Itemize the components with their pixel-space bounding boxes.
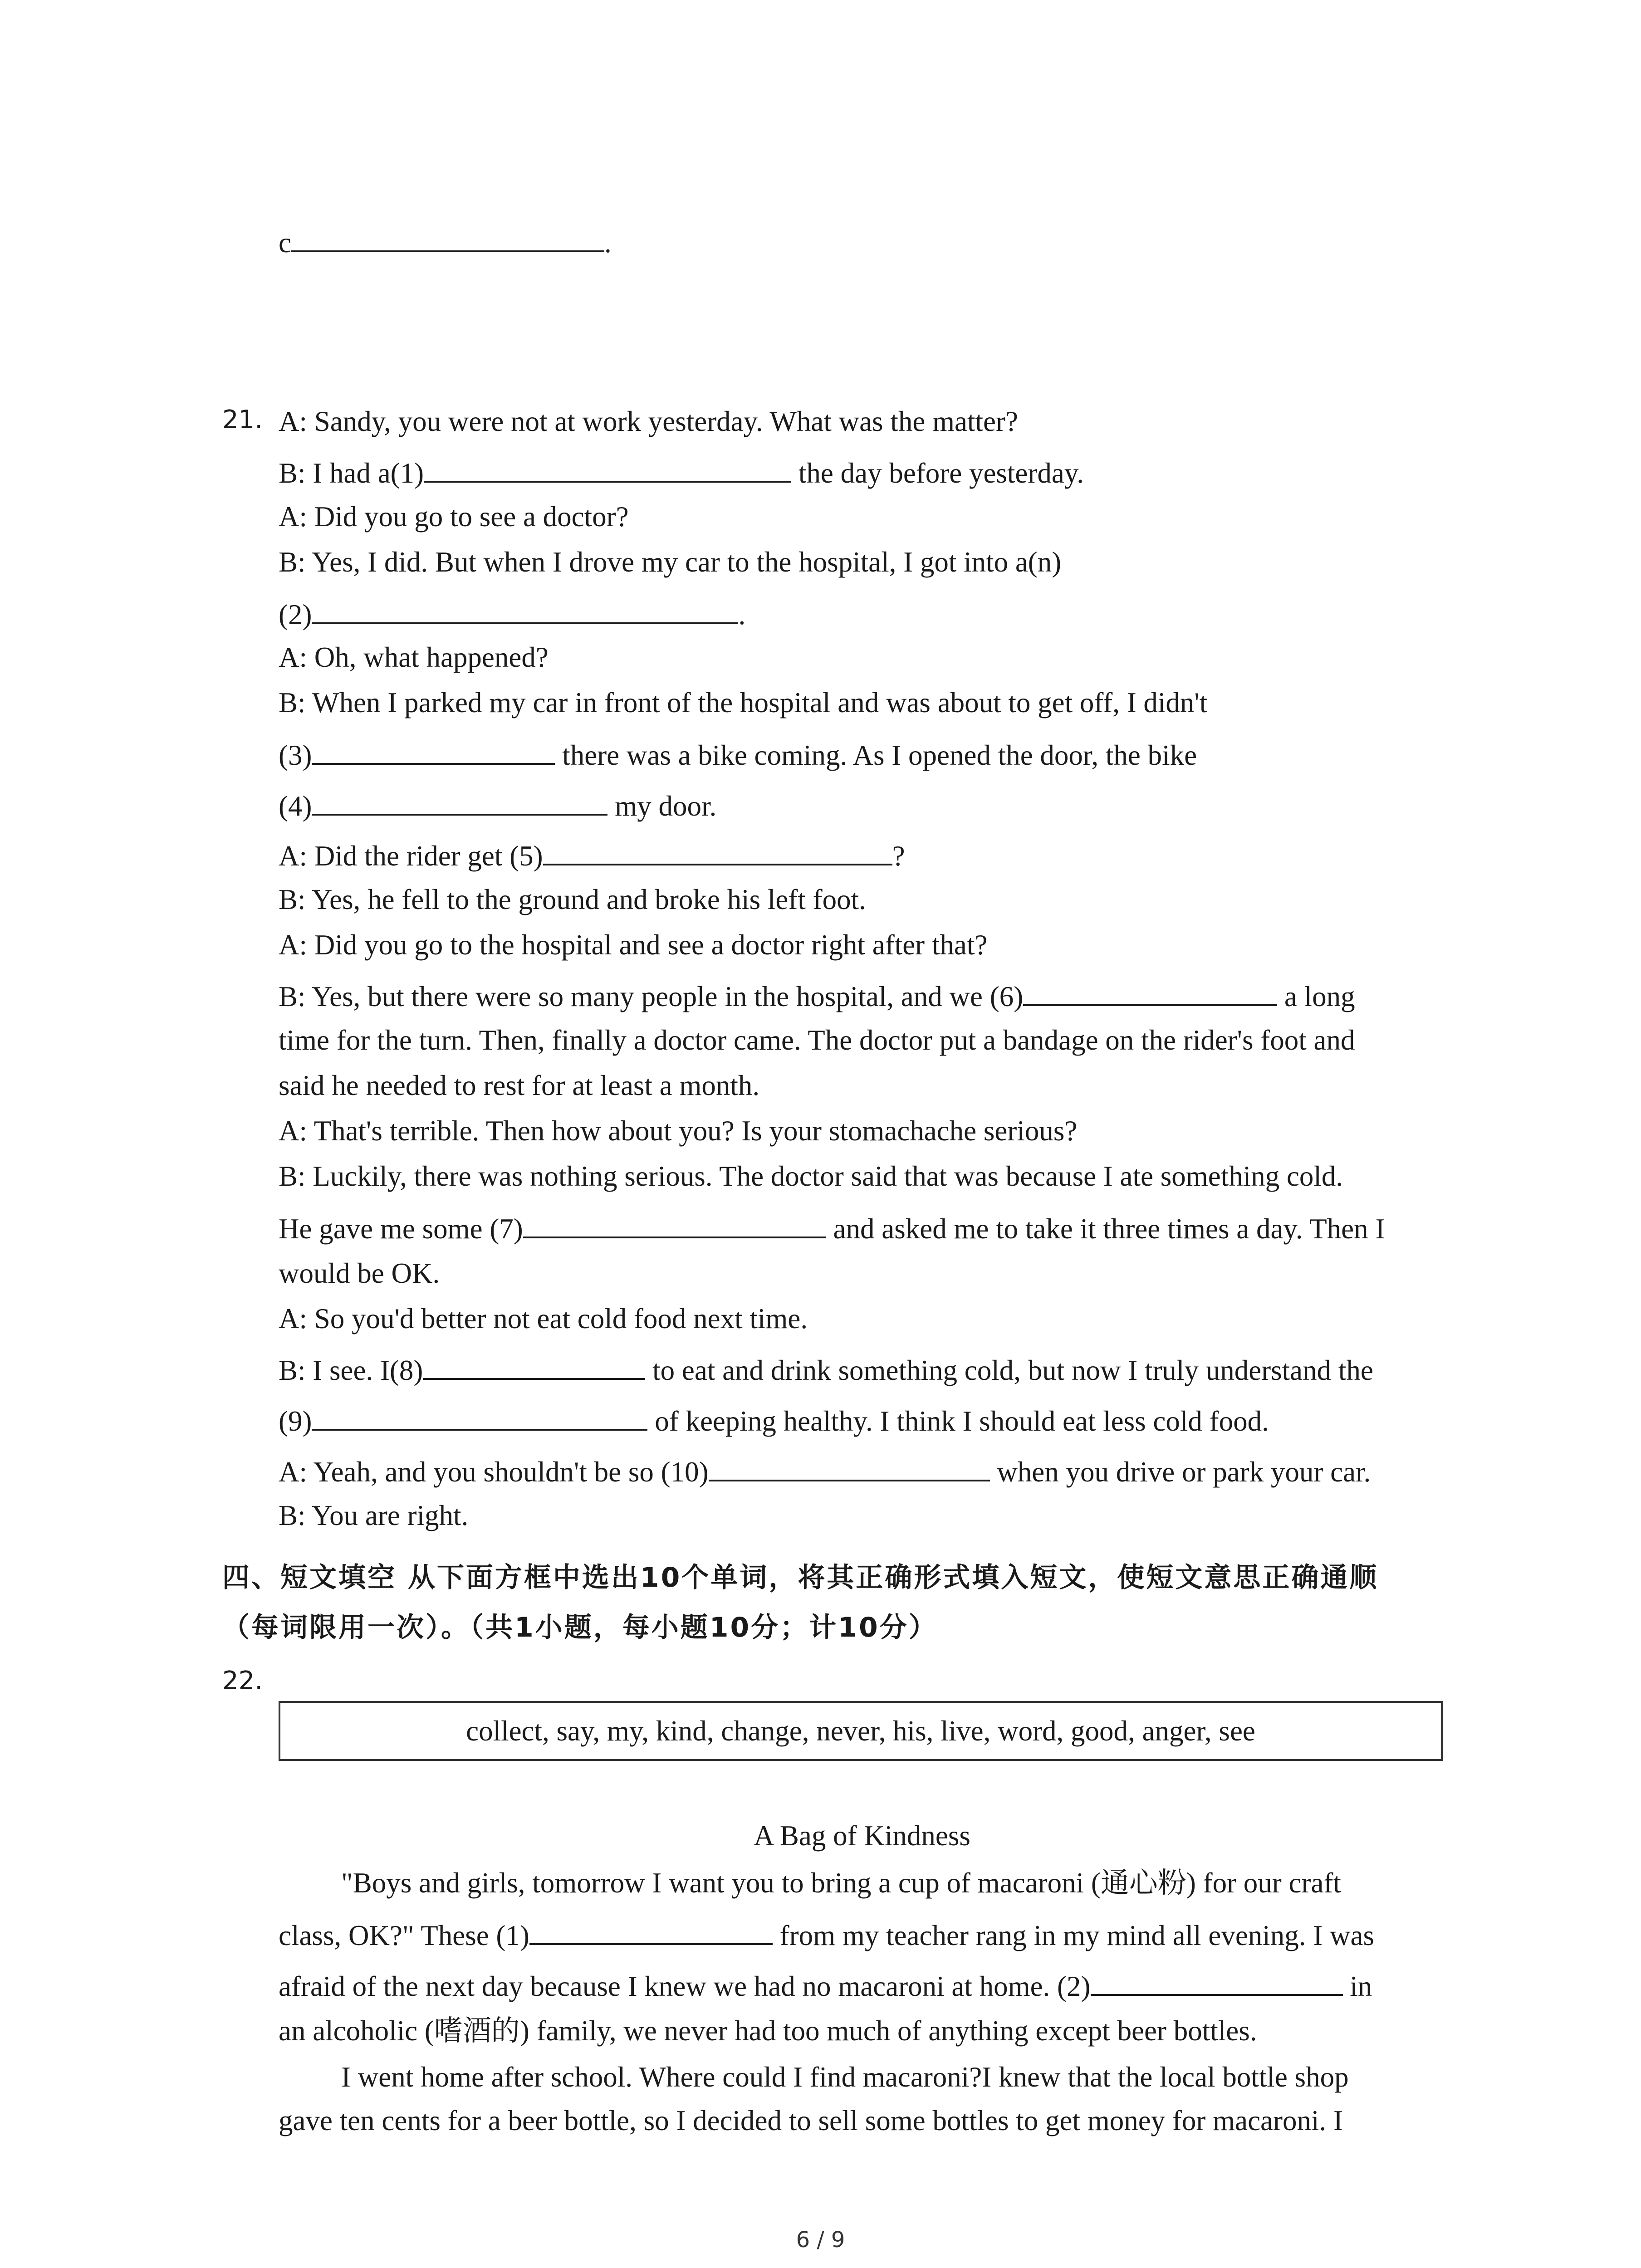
dialogue-line: (3) there was a bike coming. As I opened the door, the bike [279, 739, 1197, 771]
dialogue-line: A: Did you go to see a doctor? [279, 501, 629, 533]
dialogue-line: B: I see. I(8) to eat and drink something cold, but now I truly understand the [279, 1354, 1373, 1386]
dialogue-line: B: Yes, I did. But when I drove my car to the hospital, I got into a(n) [279, 546, 1062, 578]
passage-line: afraid of the next day because I knew we had no macaroni at home. (2) in [279, 1970, 1372, 2002]
passage-line: class, OK?" These (1) from my teacher rang in my mind all evening. I was [279, 1920, 1374, 1951]
blank-4[interactable] [312, 790, 607, 816]
dialogue-line: A: Did you go to the hospital and see a doctor right after that? [279, 929, 988, 961]
dialogue-line: A: Oh, what happened? [279, 641, 549, 673]
blank-2[interactable] [312, 599, 738, 624]
dialogue-line: B: I had a(1) the day before yesterday. [279, 457, 1084, 489]
question-number-21: 21. [222, 405, 263, 435]
answer-line-c [279, 227, 612, 257]
dialogue-line: B: You are right. [279, 1500, 469, 1531]
passage-line: "Boys and girls, tomorrow I want you to bring a cup of macaroni (通心粉) for our craft [341, 1867, 1341, 1899]
passage-title: A Bag of Kindness [754, 1820, 970, 1852]
passage-blank-2[interactable] [1091, 1970, 1343, 1996]
section-heading: 四、短文填空 从下面方框中选出10个单词，将其正确形式填入短文，使短文意思正确通顺 [222, 1562, 1379, 1593]
dialogue-line: A: So you'd better not eat cold food next time. [279, 1303, 808, 1334]
dialogue-line: A: Sandy, you were not at work yesterday. What was the matter? [279, 406, 1018, 437]
blank[interactable] [291, 227, 604, 252]
blank-3[interactable] [312, 739, 555, 765]
section-heading-cont: （每词限用一次）。（共1小题，每小题10分；计10分） [222, 1612, 938, 1643]
dialogue-line: B: Luckily, there was nothing serious. The doctor said that was because I ate something cold. [279, 1160, 1343, 1192]
dialogue-line: B: When I parked my car in front of the hospital and was about to get off, I didn't [279, 687, 1208, 719]
passage-line: an alcoholic (嗜酒的) family, we never had too much of anything except beer bottles. [279, 2015, 1257, 2047]
dialogue-line: (2) . [279, 599, 746, 631]
dialogue-line: A: Yeah, and you shouldn't be so (10) when you drive or park your car. [279, 1456, 1371, 1488]
blank-9[interactable] [312, 1405, 647, 1431]
dialogue-line: (4) my door. [279, 790, 717, 822]
dialogue-line: would be OK. [279, 1257, 440, 1289]
line-suffix: . [604, 227, 612, 259]
dialogue-line: (9) of keeping healthy. I think I should eat less cold food. [279, 1405, 1269, 1437]
word-bank-box: collect, say, my, kind, change, never, his, live, word, good, anger, see [279, 1701, 1443, 1761]
blank-8[interactable] [423, 1354, 645, 1380]
page-number: 6 / 9 [796, 2227, 845, 2253]
dialogue-line: He gave me some (7) and asked me to take it three times a day. Then I [279, 1213, 1385, 1245]
dialogue-line: time for the turn. Then, finally a doctor came. The doctor put a bandage on the rider's foot and [279, 1024, 1355, 1056]
blank-1[interactable] [424, 457, 791, 483]
dialogue-line: A: Did the rider get (5) ? [279, 840, 905, 872]
dialogue-line: said he needed to rest for at least a month. [279, 1070, 760, 1101]
blank-5[interactable] [543, 840, 892, 865]
blank-6[interactable] [1023, 981, 1277, 1006]
dialogue-line: A: That's terrible. Then how about you? Is your stomachache serious? [279, 1115, 1078, 1147]
dialogue-line: B: Yes, he fell to the ground and broke his left foot. [279, 884, 866, 915]
blank-7[interactable] [523, 1213, 826, 1238]
passage-line: gave ten cents for a beer bottle, so I decided to sell some bottles to get money for macaroni. I [279, 2105, 1343, 2136]
passage-blank-1[interactable] [529, 1920, 773, 1945]
passage-line: I went home after school. Where could I find macaroni?I knew that the local bottle shop [341, 2061, 1349, 2093]
dialogue-line: B: Yes, but there were so many people in the hospital, and we (6) a long [279, 981, 1355, 1012]
question-number-22: 22. [222, 1666, 263, 1696]
blank-10[interactable] [709, 1456, 990, 1481]
line-prefix: c [279, 227, 291, 259]
